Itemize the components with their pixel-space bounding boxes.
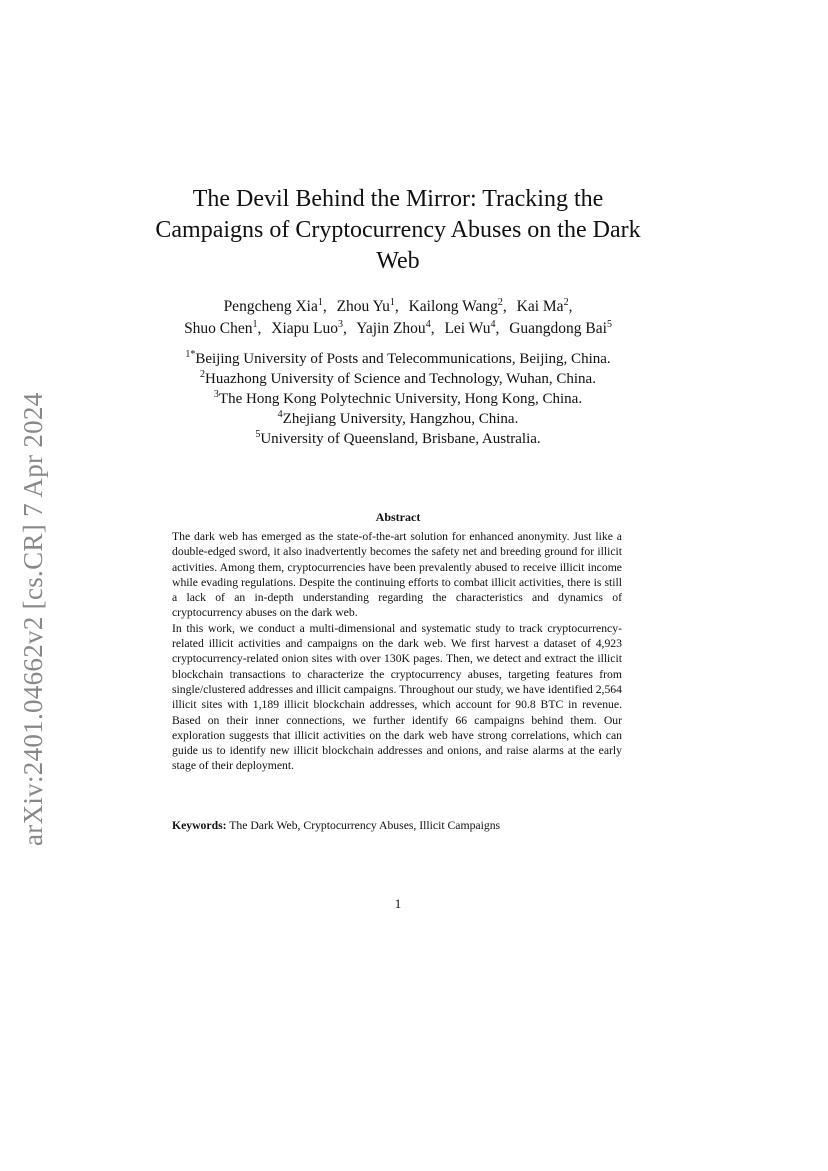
paper-title	[130, 184, 666, 277]
page-number: 1	[394, 896, 402, 911]
author: Kai Ma$^2$	[516, 297, 569, 315]
author: Guangdong Bai$^5$	[509, 319, 612, 337]
author-line: Pengcheng Xia$^1$, Zhou Yu$^1$, Kailong Wang$^2$, Kai Ma$^2$,	[223, 297, 573, 315]
abstract-body	[172, 529, 622, 774]
keywords-label: Keywords:	[172, 819, 227, 832]
abstract-paragraph: In this work, we conduct a multi-dimensional and systematic study to track cryptocurrency-related illicit activities and campaigns on the dark web. We first harvest a dataset of 4,923 cryptocurrency-related onion sites with over 130K pages. Then, we detect and extract the illicit blockchain transactions to characterize the cryptocurrency abuses, targeting features from single/clustered addresses and illicit campaigns. Throughout our study, we have identified 2,564 illicit sites with 1,189 illicit blockchain addresses, which account for 90.8 BTC in revenue. Based on their inner connections, we further identify 66 campaigns behind them. Our exploration suggests that illicit activities on the dark web have strong correlations, which can guide us to identify new illicit blockchain addresses and onions, and raise alarms at the early stage of their deployment.	[172, 621, 622, 773]
author: Kailong Wang$^2$	[408, 297, 503, 315]
author: Shuo Chen$^1$	[184, 319, 258, 337]
affiliation: $^{1*}$Beijing University of Posts and Telecommunications, Beijing, China.	[185, 349, 611, 367]
affiliation: $^4$Zhejiang University, Hangzhou, China.	[277, 409, 519, 427]
title-line: Campaigns of Cryptocurrency Abuses on the Dark	[155, 217, 641, 243]
author: Zhou Yu$^1$	[336, 297, 395, 315]
keywords	[172, 818, 624, 833]
author: Pengcheng Xia$^1$	[223, 297, 323, 315]
author: Yajin Zhou$^4$	[356, 319, 431, 337]
title-line: Web	[376, 248, 420, 274]
title-line: The Devil Behind the Mirror: Tracking the	[192, 186, 604, 212]
affiliation: $^5$University of Queensland, Brisbane, Australia.	[255, 429, 541, 447]
affiliation-list	[120, 349, 676, 449]
abstract-paragraph: The dark web has emerged as the state-of-the-art solution for enhanced anonymity. Just like a double-edged sword, it also inadvertently becomes the safety net and breeding ground for illicit activities. Among them, cryptocurrencies have been prevalently abused to receive illicit income while evading regulations. Despite the continuing efforts to combat illicit activities, there is still a lack of an in-depth understanding regarding the characteristics and dynamics of cryptocurrency abuses on the dark web.	[172, 530, 622, 620]
keywords-text: The Dark Web, Cryptocurrency Abuses, Illicit Campaigns	[229, 819, 501, 832]
author: Lei Wu$^4$	[444, 319, 496, 337]
abstract-heading: Abstract	[375, 510, 421, 524]
author-line: Shuo Chen$^1$, Xiapu Luo$^3$, Yajin Zhou$^4$, Lei Wu$^4$, Guangdong Bai$^5$	[184, 319, 612, 337]
author-list	[120, 296, 676, 340]
arxiv-identifier-stamp: arXiv:2401.04662v2 [cs.CR] 7 Apr 2024	[18, 392, 48, 846]
affiliation: $^3$The Hong Kong Polytechnic University, Hong Kong, China.	[213, 389, 583, 407]
author: Xiapu Luo$^3$	[271, 319, 344, 337]
affiliation: $^2$Huazhong University of Science and Technology, Wuhan, China.	[200, 369, 596, 387]
